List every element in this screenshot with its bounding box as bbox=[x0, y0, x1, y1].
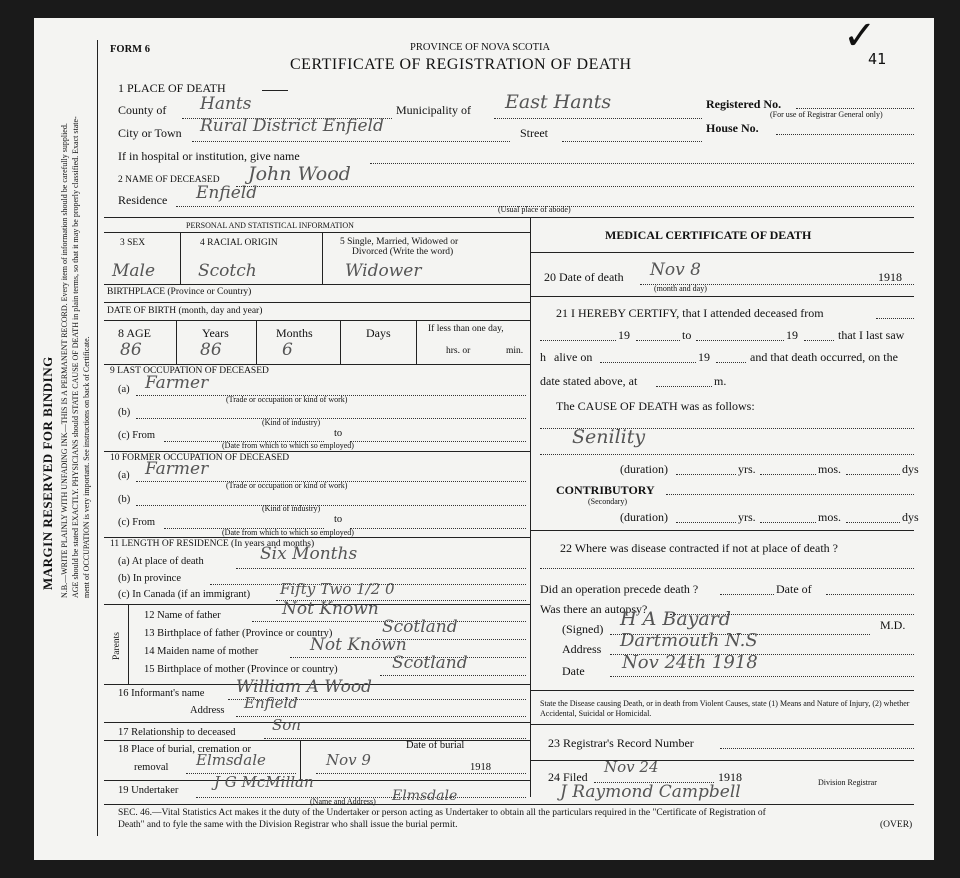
burial-year: 1918 bbox=[470, 762, 491, 773]
former-to-label: to bbox=[334, 514, 343, 525]
father-birthplace-label: 13 Birthplace of father (Province or country) bbox=[144, 628, 333, 639]
county-value: Hants bbox=[200, 94, 252, 114]
deceased-name-value: John Wood bbox=[248, 163, 351, 185]
certify-to: to bbox=[682, 328, 692, 342]
former-occupation-b: (b) bbox=[118, 494, 131, 505]
place-of-death-heading: 1 PLACE OF DEATH bbox=[118, 81, 226, 95]
burial-date-value: Nov 9 bbox=[326, 751, 371, 769]
age-years-value: 86 bbox=[200, 340, 222, 360]
certify-19b: 19 bbox=[786, 328, 798, 342]
date-stated-m: m. bbox=[714, 374, 727, 388]
physician-address-label: Address bbox=[562, 642, 602, 656]
mother-name-label: 14 Maiden name of mother bbox=[144, 646, 259, 657]
marital-value: Widower bbox=[345, 261, 422, 281]
filed-year: 1918 bbox=[718, 770, 742, 784]
md-label: M.D. bbox=[880, 618, 906, 632]
yrs-label-1: yrs. bbox=[738, 462, 756, 476]
dob-label: DATE OF BIRTH (month, day and year) bbox=[107, 306, 263, 316]
last-from-label: (c) From bbox=[118, 430, 156, 441]
burial-label-2: removal bbox=[134, 762, 169, 773]
last-saw-text: that I last saw bbox=[838, 328, 905, 342]
former-from-label: (c) From bbox=[118, 517, 156, 528]
years-label: Years bbox=[202, 326, 229, 340]
autopsy-label: Was there an autopsy? bbox=[540, 602, 648, 616]
birthplace-label: BIRTHPLACE (Province or Country) bbox=[107, 287, 252, 297]
signed-label: (Signed) bbox=[562, 622, 604, 636]
death-date-value: Nov 8 bbox=[650, 260, 701, 280]
over-label: (OVER) bbox=[880, 820, 913, 830]
certified-date-label: Date bbox=[562, 664, 585, 678]
duration-label-1: (duration) bbox=[620, 462, 668, 476]
registrar-signature: J Raymond Campbell bbox=[560, 782, 741, 802]
footer-line-1: SEC. 46.—Vital Statistics Act makes it the duty of the Undertaker or person acting as Undertaker to obtain all the particulars required in the "Certificate of Registration of bbox=[118, 808, 766, 818]
racial-origin-value: Scotch bbox=[198, 261, 257, 281]
alive-h: h bbox=[540, 350, 546, 364]
marital-label-1: 5 Single, Married, Widowed or bbox=[340, 237, 459, 247]
check-mark-icon: ✓ bbox=[843, 13, 877, 58]
last-occupation-b: (b) bbox=[118, 407, 131, 418]
registrar-record-label: 23 Registrar's Record Number bbox=[548, 736, 694, 750]
informant-address-label: Address bbox=[190, 705, 225, 716]
cause-of-death-value: Senility bbox=[572, 426, 646, 448]
municipality-label: Municipality of bbox=[396, 103, 471, 117]
undertaker-value: J G McMillan bbox=[214, 773, 314, 791]
cause-of-death-label: The CAUSE OF DEATH was as follows: bbox=[556, 399, 755, 413]
alive-19: 19 bbox=[698, 350, 710, 364]
operation-label: Did an operation precede death ? bbox=[540, 582, 699, 596]
relationship-value: Son bbox=[272, 716, 301, 734]
residence-label: Residence bbox=[118, 193, 168, 207]
father-birthplace-value: Scotland bbox=[382, 617, 458, 637]
in-canada-label: (c) In Canada (if an immigrant) bbox=[118, 589, 251, 600]
in-province-label: (b) In province bbox=[118, 573, 181, 584]
mother-name-value: Not Known bbox=[310, 635, 407, 655]
former-industry-note: (Kind of industry) bbox=[262, 504, 321, 513]
side-note-3: ment of OCCUPATION is very important. See instructions on back of Certificate. bbox=[82, 336, 91, 598]
last-trade-note: (Trade or occupation or kind of work) bbox=[226, 395, 348, 404]
less-than-day-label: If less than one day, bbox=[428, 324, 504, 334]
undertaker-address-value: Elmsdale bbox=[392, 788, 458, 804]
side-note-2: AGE should be stated EXACTLY. PHYSICIANS should STATE CAUSE OF DEATH in plain terms, so that it may be properly classified. Exact state- bbox=[71, 116, 80, 598]
alive-on-text: alive on bbox=[554, 350, 593, 364]
months-label: Months bbox=[276, 326, 313, 340]
city-value: Rural District Enfield bbox=[200, 116, 384, 136]
signed-value: H A Bayard bbox=[620, 608, 731, 630]
binding-line bbox=[97, 40, 98, 836]
parents-side-label: Parents bbox=[112, 632, 122, 660]
province-heading: PROVINCE OF NOVA SCOTIA bbox=[410, 42, 551, 53]
center-divider bbox=[530, 217, 531, 797]
registered-label: Registered No. bbox=[706, 97, 782, 111]
death-occurred-text: and that death occurred, on the bbox=[750, 350, 898, 364]
residence-note: (Usual place of abode) bbox=[498, 205, 571, 214]
hrs-label: hrs. or bbox=[446, 346, 471, 356]
burial-label-1: 18 Place of burial, cremation or bbox=[118, 744, 251, 755]
physician-address-value: Dartmouth N.S bbox=[620, 630, 758, 651]
house-number-label: House No. bbox=[706, 121, 759, 135]
street-label: Street bbox=[520, 126, 548, 140]
father-name-value: Not Known bbox=[282, 599, 379, 619]
sex-value: Male bbox=[112, 261, 156, 281]
filed-label: 24 Filed bbox=[548, 770, 588, 784]
violent-causes-note: State the Disease causing Death, or in death from Violent Causes, state (1) Means and Nature of Injury, (2) whether Accidental, Suicidal or Homicidal. bbox=[540, 699, 910, 718]
footer-line-2: Death" and to fyle the same with the Division Registrar who shall issue the burial permit. bbox=[118, 820, 458, 830]
last-occupation-a: (a) bbox=[118, 384, 130, 395]
date-stated-text: date stated above, at bbox=[540, 374, 638, 388]
deceased-name-label: 2 NAME OF DECEASED bbox=[118, 175, 220, 185]
medical-heading: MEDICAL CERTIFICATE OF DEATH bbox=[605, 228, 812, 242]
filed-value: Nov 24 bbox=[604, 758, 659, 776]
personal-heading: PERSONAL AND STATISTICAL INFORMATION bbox=[186, 221, 354, 230]
operation-date-label: Date of bbox=[776, 582, 812, 596]
duration-label-2: (duration) bbox=[620, 510, 668, 524]
corner-number: 41 bbox=[868, 50, 887, 68]
relationship-label: 17 Relationship to deceased bbox=[118, 727, 236, 738]
former-trade-note: (Trade or occupation or kind of work) bbox=[226, 481, 348, 490]
certified-date-value: Nov 24th 1918 bbox=[622, 652, 758, 673]
contributory-label: CONTRIBUTORY bbox=[556, 483, 655, 497]
last-to-label: to bbox=[334, 428, 343, 439]
form-number: FORM 6 bbox=[110, 44, 150, 55]
age-label: 8 AGE bbox=[118, 326, 151, 340]
informant-address-value: Enfield bbox=[244, 694, 298, 712]
former-date-note: (Date from which to which so employed) bbox=[222, 528, 354, 537]
division-registrar-label: Division Registrar bbox=[818, 778, 877, 787]
former-occupation-a: (a) bbox=[118, 470, 130, 481]
mother-birthplace-value: Scotland bbox=[392, 653, 468, 673]
in-canada-value: Fifty Two 1/2 0 bbox=[280, 580, 395, 598]
days-label: Days bbox=[366, 326, 391, 340]
marital-label-2: Divorced (Write the word) bbox=[352, 247, 454, 257]
last-occupation-value: Farmer bbox=[145, 373, 209, 393]
certificate-title: CERTIFICATE OF REGISTRATION OF DEATH bbox=[290, 56, 632, 73]
age-value: 86 bbox=[120, 340, 142, 360]
undertaker-label: 19 Undertaker bbox=[118, 785, 179, 796]
last-industry-note: (Kind of industry) bbox=[262, 418, 321, 427]
at-place-label: (a) At place of death bbox=[118, 556, 204, 567]
registered-note: (For use of Registrar General only) bbox=[770, 110, 883, 119]
racial-origin-label: 4 RACIAL ORIGIN bbox=[200, 238, 278, 248]
mos-label-1: mos. bbox=[818, 462, 842, 476]
last-occupation-label: 9 LAST OCCUPATION OF DECEASED bbox=[110, 366, 269, 376]
certify-19a: 19 bbox=[618, 328, 630, 342]
death-year: 1918 bbox=[878, 270, 902, 284]
former-occupation-value: Farmer bbox=[145, 459, 209, 479]
at-place-value: Six Months bbox=[260, 544, 358, 564]
mos-label-2: mos. bbox=[818, 510, 842, 524]
margin-title: MARGIN RESERVED FOR BINDING bbox=[40, 356, 55, 590]
former-occupation-label: 10 FORMER OCCUPATION OF DECEASED bbox=[110, 453, 290, 463]
undertaker-note: (Name and Address) bbox=[310, 797, 376, 806]
secondary-note: (Secondary) bbox=[588, 497, 628, 506]
informant-value: William A Wood bbox=[236, 677, 372, 697]
dys-label-1: dys bbox=[902, 462, 919, 476]
informant-label: 16 Informant's name bbox=[118, 688, 205, 699]
side-note-1: N.B.—WRITE PLAINLY WITH UNFADING INK—THIS IS A PERMANENT RECORD. Every item of information should be carefully supplied. bbox=[60, 123, 69, 598]
where-contracted-label: 22 Where was disease contracted if not at place of death ? bbox=[560, 541, 838, 555]
last-date-note: (Date from which to which so employed) bbox=[222, 441, 354, 450]
residence-value: Enfield bbox=[196, 183, 258, 203]
month-day-note: (month and day) bbox=[654, 284, 707, 293]
residence-length-heading: 11 LENGTH OF RESIDENCE (In years and months) bbox=[110, 539, 315, 549]
county-label: County of bbox=[118, 103, 167, 117]
min-label: min. bbox=[506, 346, 524, 356]
city-label: City or Town bbox=[118, 126, 182, 140]
burial-date-label: Date of burial bbox=[406, 740, 465, 751]
father-name-label: 12 Name of father bbox=[144, 610, 221, 621]
dys-label-2: dys bbox=[902, 510, 919, 524]
age-months-value: 6 bbox=[282, 340, 293, 360]
certify-text: 21 I HEREBY CERTIFY, that I attended deceased from bbox=[556, 306, 824, 320]
hospital-label: If in hospital or institution, give name bbox=[118, 149, 300, 163]
sex-label: 3 SEX bbox=[120, 238, 146, 248]
burial-place-value: Elmsdale bbox=[196, 751, 266, 769]
death-date-label: 20 Date of death bbox=[544, 270, 624, 284]
municipality-value: East Hants bbox=[505, 91, 612, 113]
yrs-label-2: yrs. bbox=[738, 510, 756, 524]
mother-birthplace-label: 15 Birthplace of mother (Province or country) bbox=[144, 664, 338, 675]
